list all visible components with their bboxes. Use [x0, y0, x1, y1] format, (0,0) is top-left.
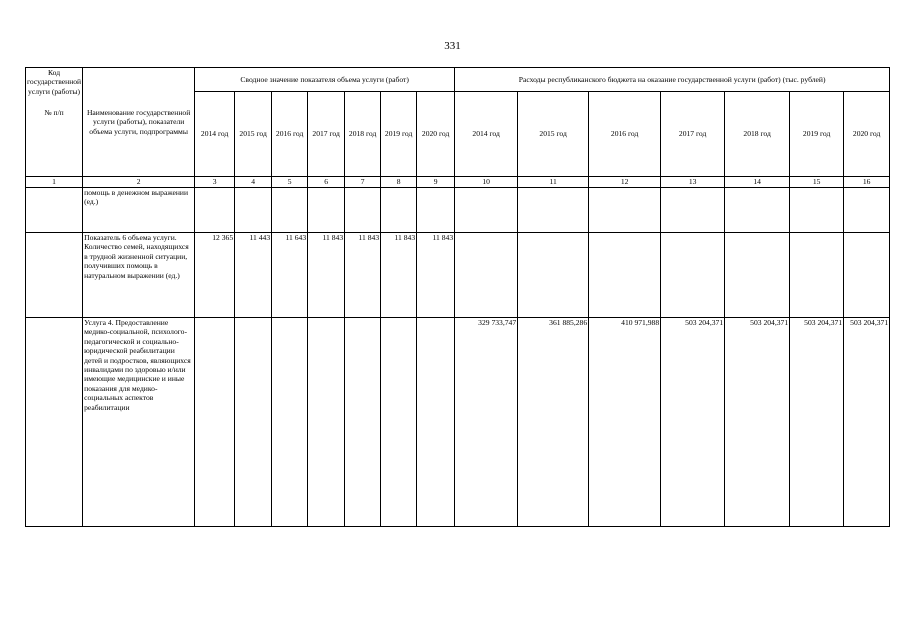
column-index: 7: [345, 177, 381, 188]
expense-cell: [790, 188, 844, 233]
column-index: 14: [725, 177, 790, 188]
volume-cell: [308, 318, 345, 527]
header-code-number: № п/п: [44, 108, 64, 118]
volume-cell: [345, 188, 381, 233]
volume-cell: [417, 318, 455, 527]
column-index: 1: [26, 177, 83, 188]
header-volume-year: 2019 год: [381, 92, 417, 177]
expense-cell: [844, 233, 890, 318]
table-row: [26, 233, 890, 318]
column-index: 3: [195, 177, 235, 188]
column-index: 5: [272, 177, 308, 188]
volume-cell: [308, 188, 345, 233]
header-volume-group: Сводное значение показателя объема услуги (работ): [195, 68, 455, 92]
expense-cell: 503 204,371: [790, 318, 844, 527]
header-volume-year: 2014 год: [195, 92, 235, 177]
column-index: 9: [417, 177, 455, 188]
volume-cell: [381, 318, 417, 527]
volume-cell: [272, 318, 308, 527]
page-number: 331: [444, 40, 461, 52]
column-index-row: [26, 177, 890, 188]
expense-cell: [518, 233, 589, 318]
column-index: 2: [83, 177, 195, 188]
volume-cell: [195, 318, 235, 527]
volume-cell: 11 843: [345, 233, 381, 318]
expense-cell: 503 204,371: [661, 318, 725, 527]
expense-cell: [455, 188, 518, 233]
column-index: 13: [661, 177, 725, 188]
header-volume-year: 2017 год: [308, 92, 345, 177]
column-index: 8: [381, 177, 417, 188]
expense-cell: 410 971,988: [589, 318, 661, 527]
expense-cell: 329 733,747: [455, 318, 518, 527]
header-expense-year: 2019 год: [790, 92, 844, 177]
expense-cell: 503 204,371: [725, 318, 790, 527]
volume-cell: [235, 318, 272, 527]
header-expense-year: 2015 год: [518, 92, 589, 177]
row-code: [26, 318, 83, 527]
volume-cell: 11 843: [308, 233, 345, 318]
volume-cell: 11 443: [235, 233, 272, 318]
row-name: Услуга 4. Предоставление медико-социальной, психолого-педагогической и социально-юридической реабилитации детей и подростков, являющихся инвалидами по здоровью и/или имеющие медицинские и иные показания для медико-социальных аспектов реабилитации: [83, 318, 195, 527]
header-expense-year: 2016 год: [589, 92, 661, 177]
volume-cell: 11 843: [417, 233, 455, 318]
volume-cell: [381, 188, 417, 233]
column-index: 11: [518, 177, 589, 188]
expense-cell: [661, 233, 725, 318]
header-code-text: Код государственной услуги (работы): [27, 68, 82, 96]
header-expense-year: 2017 год: [661, 92, 725, 177]
table-row: [26, 188, 890, 233]
column-index: 12: [589, 177, 661, 188]
expense-cell: 361 885,286: [518, 318, 589, 527]
header-expense-year: 2020 год: [844, 92, 890, 177]
header-code: [26, 68, 83, 177]
header-name: Наименование государственной услуги (работы), показатели объема услуги, подпрограммы: [83, 68, 195, 177]
column-index: 16: [844, 177, 890, 188]
volume-cell: [235, 188, 272, 233]
expense-cell: [725, 233, 790, 318]
volume-cell: 11 643: [272, 233, 308, 318]
volume-cell: [417, 188, 455, 233]
header-expense-group: Расходы республиканского бюджета на оказание государственной услуги (работ) (тыс. рублей): [455, 68, 890, 92]
row-code: [26, 233, 83, 318]
row-code: [26, 188, 83, 233]
header-volume-year: 2016 год: [272, 92, 308, 177]
header-volume-year: 2015 год: [235, 92, 272, 177]
expense-cell: [589, 233, 661, 318]
expense-cell: 503 204,371: [844, 318, 890, 527]
expense-cell: [455, 233, 518, 318]
header-volume-year: 2020 год: [417, 92, 455, 177]
column-index: 4: [235, 177, 272, 188]
table-row: [26, 318, 890, 527]
volume-cell: [272, 188, 308, 233]
expense-cell: [661, 188, 725, 233]
volume-cell: [195, 188, 235, 233]
expense-cell: [725, 188, 790, 233]
row-name: Показатель 6 объема услуги. Количество семей, находящихся в трудной жизненной ситуации, получивших помощь в натуральном выражении (ед.): [83, 233, 195, 318]
expense-cell: [589, 188, 661, 233]
row-name: помощь в денежном выражении (ед.): [83, 188, 195, 233]
volume-cell: 11 843: [381, 233, 417, 318]
volume-cell: [345, 318, 381, 527]
expense-cell: [790, 233, 844, 318]
expense-cell: [518, 188, 589, 233]
column-index: 6: [308, 177, 345, 188]
budget-table: [25, 67, 890, 527]
expense-cell: [844, 188, 890, 233]
header-expense-year: 2018 год: [725, 92, 790, 177]
column-index: 15: [790, 177, 844, 188]
column-index: 10: [455, 177, 518, 188]
header-volume-year: 2018 год: [345, 92, 381, 177]
header-expense-year: 2014 год: [455, 92, 518, 177]
volume-cell: 12 365: [195, 233, 235, 318]
